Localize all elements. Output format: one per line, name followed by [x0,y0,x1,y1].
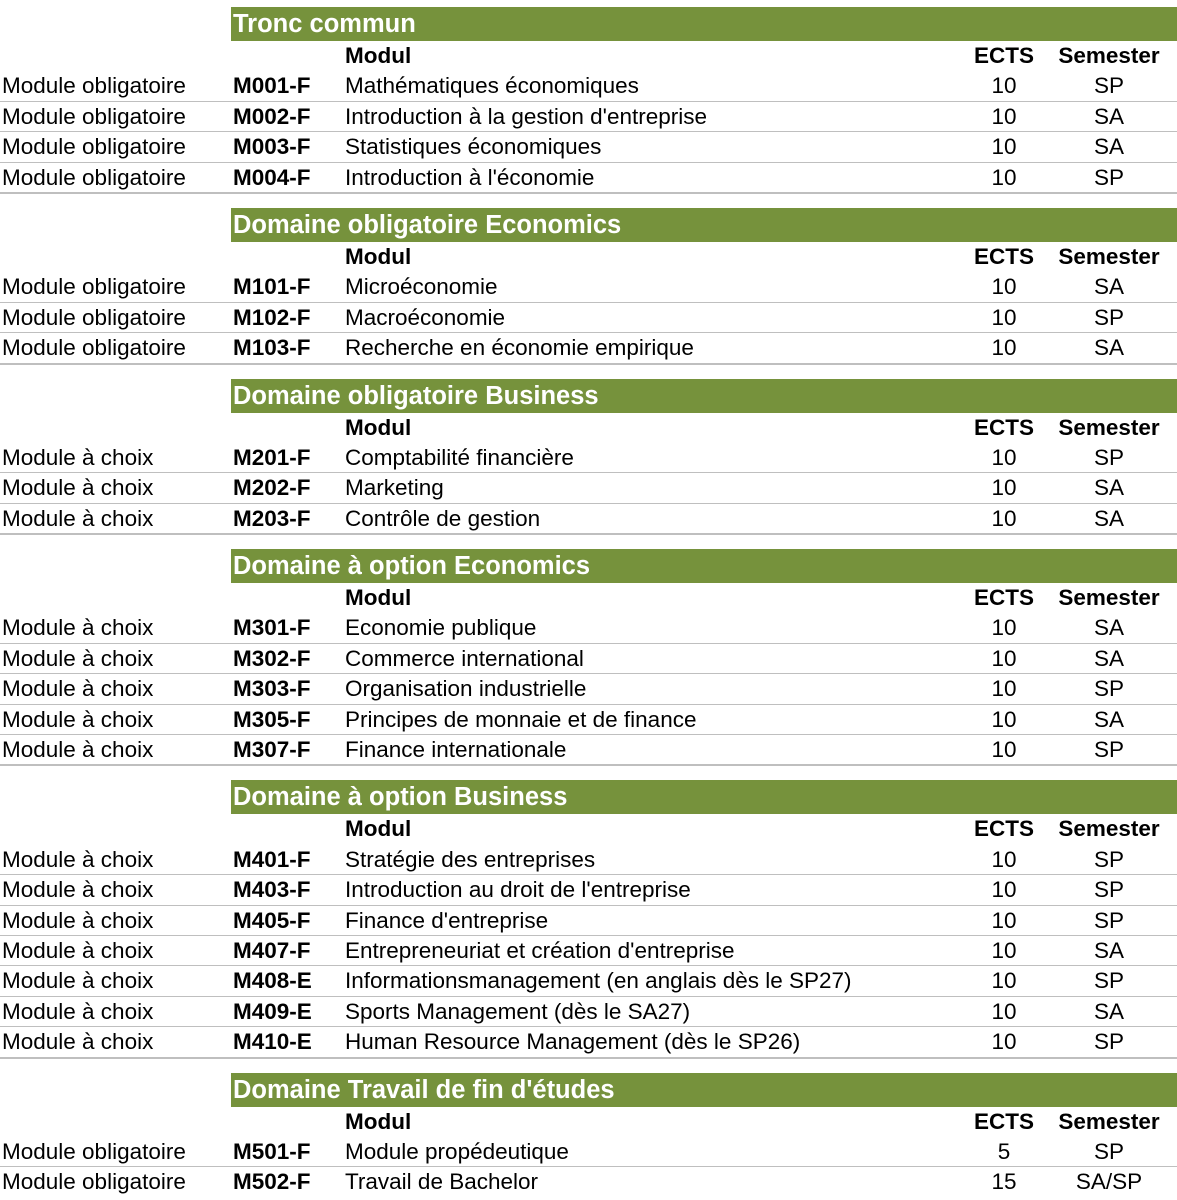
column-header-row [0,814,1177,844]
column-header-ects: ECTS [973,585,1034,611]
module-title: Travail de Bachelor [345,1169,539,1195]
module-type: Module à choix [2,998,154,1024]
section [0,208,1177,379]
module-title: Sports Management (dès le SA27) [345,998,691,1024]
table-row [0,875,1177,905]
module-semester: SP [1093,846,1124,872]
module-title: Human Resource Management (dès le SP26) [345,1029,801,1055]
module-code: M301-F [233,615,311,641]
module-ects: 10 [991,335,1017,361]
table-row [0,473,1177,503]
column-header-ects: ECTS [973,43,1034,68]
module-type: Module obligatoire [2,274,186,300]
table-row [0,443,1177,473]
column-header-modul: Modul [345,1108,412,1134]
table-row [0,613,1177,643]
module-code: M501-F [233,1138,311,1164]
module-title: Mathématiques économiques [345,73,639,99]
module-ects: 10 [991,134,1017,160]
column-header-semester: Semester [1058,1108,1160,1134]
module-semester: SA [1093,706,1124,732]
module-title: Introduction à la gestion d'entreprise [345,103,708,129]
module-code: M408-E [233,968,312,994]
table-row [0,303,1177,333]
module-type: Module obligatoire [2,103,186,129]
table-row [0,504,1177,534]
section [0,549,1177,780]
module-code: M201-F [233,444,311,470]
module-title: Economie publique [345,615,537,641]
module-ects: 10 [991,73,1017,99]
module-semester: SA [1093,998,1124,1024]
module-title: Marketing [345,475,444,501]
table-row [0,1027,1177,1057]
module-code: M002-F [233,103,311,129]
column-header-modul: Modul [345,585,412,611]
module-semester: SP [1093,164,1124,190]
column-header-semester: Semester [1058,585,1160,611]
module-semester: SP [1093,1029,1124,1055]
table-row [0,906,1177,936]
module-type: Module obligatoire [2,73,186,99]
module-title: Stratégie des entreprises [345,846,596,872]
module-title: Entrepreneuriat et création d'entreprise [345,937,735,963]
module-semester: SP [1093,73,1124,99]
module-code: M405-F [233,907,311,933]
module-ects: 10 [991,877,1017,903]
module-type: Module obligatoire [2,335,186,361]
column-header-modul: Modul [345,43,412,68]
module-type: Module obligatoire [2,164,186,190]
module-ects: 10 [991,907,1017,933]
module-semester: SA [1093,937,1124,963]
column-header-row [0,413,1177,443]
module-code: M305-F [233,706,311,732]
module-ects: 10 [991,737,1017,763]
module-ects: 5 [997,1138,1011,1164]
module-title: Module propédeutique [345,1138,569,1164]
table-row [0,705,1177,735]
module-ects: 10 [991,274,1017,300]
module-type: Module obligatoire [2,134,186,160]
module-title: Informationsmanagement (en anglais dès le SP27) [345,968,852,994]
table-row [0,966,1177,996]
module-type: Module à choix [2,877,154,903]
module-title: Commerce international [345,645,584,671]
section [0,7,1177,208]
module-title: Statistiques économiques [345,134,602,160]
module-type: Module obligatoire [2,1169,186,1195]
section [0,379,1177,550]
module-type: Module obligatoire [2,304,186,330]
module-type: Module à choix [2,1029,154,1055]
table-row [0,1137,1177,1167]
module-ects: 10 [991,475,1017,501]
module-code: M303-F [233,676,311,702]
module-semester: SA [1093,615,1124,641]
column-header-row [0,41,1177,71]
module-code: M203-F [233,505,311,531]
module-type: Module à choix [2,505,154,531]
module-ects: 15 [991,1169,1017,1195]
table-row [0,735,1177,765]
section-title: Domaine à option Business [231,780,1177,814]
section [0,1073,1177,1198]
table-row [0,333,1177,363]
module-type: Module à choix [2,737,154,763]
module-title: Finance internationale [345,737,567,763]
module-semester: SA [1093,274,1124,300]
module-ects: 10 [991,676,1017,702]
section-title: Tronc commun [231,7,1177,41]
module-code: M409-E [233,998,312,1024]
column-header-ects: ECTS [973,816,1034,842]
module-type: Module à choix [2,846,154,872]
module-type: Module à choix [2,706,154,732]
module-title: Comptabilité financière [345,444,574,470]
module-title: Recherche en économie empirique [345,335,694,361]
section-separator [0,193,1177,208]
module-title: Macroéconomie [345,304,506,330]
module-ects: 10 [991,304,1017,330]
table-row [0,132,1177,162]
module-ects: 10 [991,645,1017,671]
module-code: M410-E [233,1029,312,1055]
table-row [0,163,1177,193]
module-semester: SP [1093,676,1124,702]
module-title: Introduction au droit de l'entreprise [345,877,691,903]
module-code: M103-F [233,335,311,361]
module-code: M001-F [233,73,311,99]
section-title: Domaine Travail de fin d'études [231,1073,1177,1107]
table-row [0,997,1177,1027]
column-header-ects: ECTS [973,243,1034,269]
module-semester: SP [1093,737,1124,763]
module-code: M202-F [233,475,311,501]
module-title: Microéconomie [345,274,498,300]
section-title: Domaine obligatoire Economics [231,208,1177,242]
module-ects: 10 [991,615,1017,641]
section-title: Domaine obligatoire Business [231,379,1177,413]
module-type: Module à choix [2,615,154,641]
module-semester: SA/SP [1075,1169,1143,1195]
section-separator [0,534,1177,549]
module-type: Module à choix [2,937,154,963]
module-type: Module à choix [2,475,154,501]
module-semester: SA [1093,103,1124,129]
column-header-semester: Semester [1058,43,1160,68]
module-title: Contrôle de gestion [345,505,541,531]
module-code: M502-F [233,1169,311,1195]
module-ects: 10 [991,968,1017,994]
module-code: M401-F [233,846,311,872]
column-header-semester: Semester [1058,243,1160,269]
module-semester: SP [1093,968,1124,994]
module-code: M302-F [233,645,311,671]
table-row [0,272,1177,302]
module-code: M307-F [233,737,311,763]
module-code: M407-F [233,937,311,963]
table-row [0,845,1177,875]
section-separator [0,364,1177,379]
module-title: Organisation industrielle [345,676,587,702]
column-header-row [0,583,1177,613]
module-code: M004-F [233,164,311,190]
column-header-row [0,1107,1177,1137]
module-type: Module à choix [2,676,154,702]
table-row [0,936,1177,966]
module-semester: SA [1093,505,1124,531]
module-ects: 10 [991,846,1017,872]
table-row [0,71,1177,101]
module-semester: SP [1093,1138,1124,1164]
column-header-modul: Modul [345,414,412,440]
table-row [0,1167,1177,1197]
module-ects: 10 [991,937,1017,963]
module-code: M101-F [233,274,311,300]
module-semester: SP [1093,444,1124,470]
column-header-semester: Semester [1058,414,1160,440]
module-ects: 10 [991,103,1017,129]
section [0,780,1177,1072]
module-ects: 10 [991,1029,1017,1055]
module-ects: 10 [991,444,1017,470]
column-header-modul: Modul [345,816,412,842]
section-separator [0,765,1177,780]
module-semester: SP [1093,304,1124,330]
column-header-semester: Semester [1058,816,1160,842]
table-row [0,644,1177,674]
module-semester: SP [1093,877,1124,903]
module-title: Finance d'entreprise [345,907,549,933]
column-header-row [0,242,1177,272]
column-header-ects: ECTS [973,414,1034,440]
module-semester: SP [1093,907,1124,933]
module-type: Module à choix [2,645,154,671]
column-header-ects: ECTS [973,1108,1034,1134]
module-code: M403-F [233,877,311,903]
table-row [0,674,1177,704]
module-semester: SA [1093,645,1124,671]
section-title: Domaine à option Economics [231,549,1177,583]
module-code: M003-F [233,134,311,160]
module-type: Module à choix [2,907,154,933]
module-type: Module à choix [2,444,154,470]
module-ects: 10 [991,164,1017,190]
module-ects: 10 [991,505,1017,531]
module-ects: 10 [991,706,1017,732]
module-type: Module obligatoire [2,1138,186,1164]
module-code: M102-F [233,304,311,330]
module-type: Module à choix [2,968,154,994]
module-title: Principes de monnaie et de finance [345,706,697,732]
column-header-modul: Modul [345,243,412,269]
table-row [0,102,1177,132]
module-semester: SA [1093,335,1124,361]
module-semester: SA [1093,475,1124,501]
module-ects: 10 [991,998,1017,1024]
section-separator [0,1058,1177,1073]
module-semester: SA [1093,134,1124,160]
module-title: Introduction à l'économie [345,164,595,190]
